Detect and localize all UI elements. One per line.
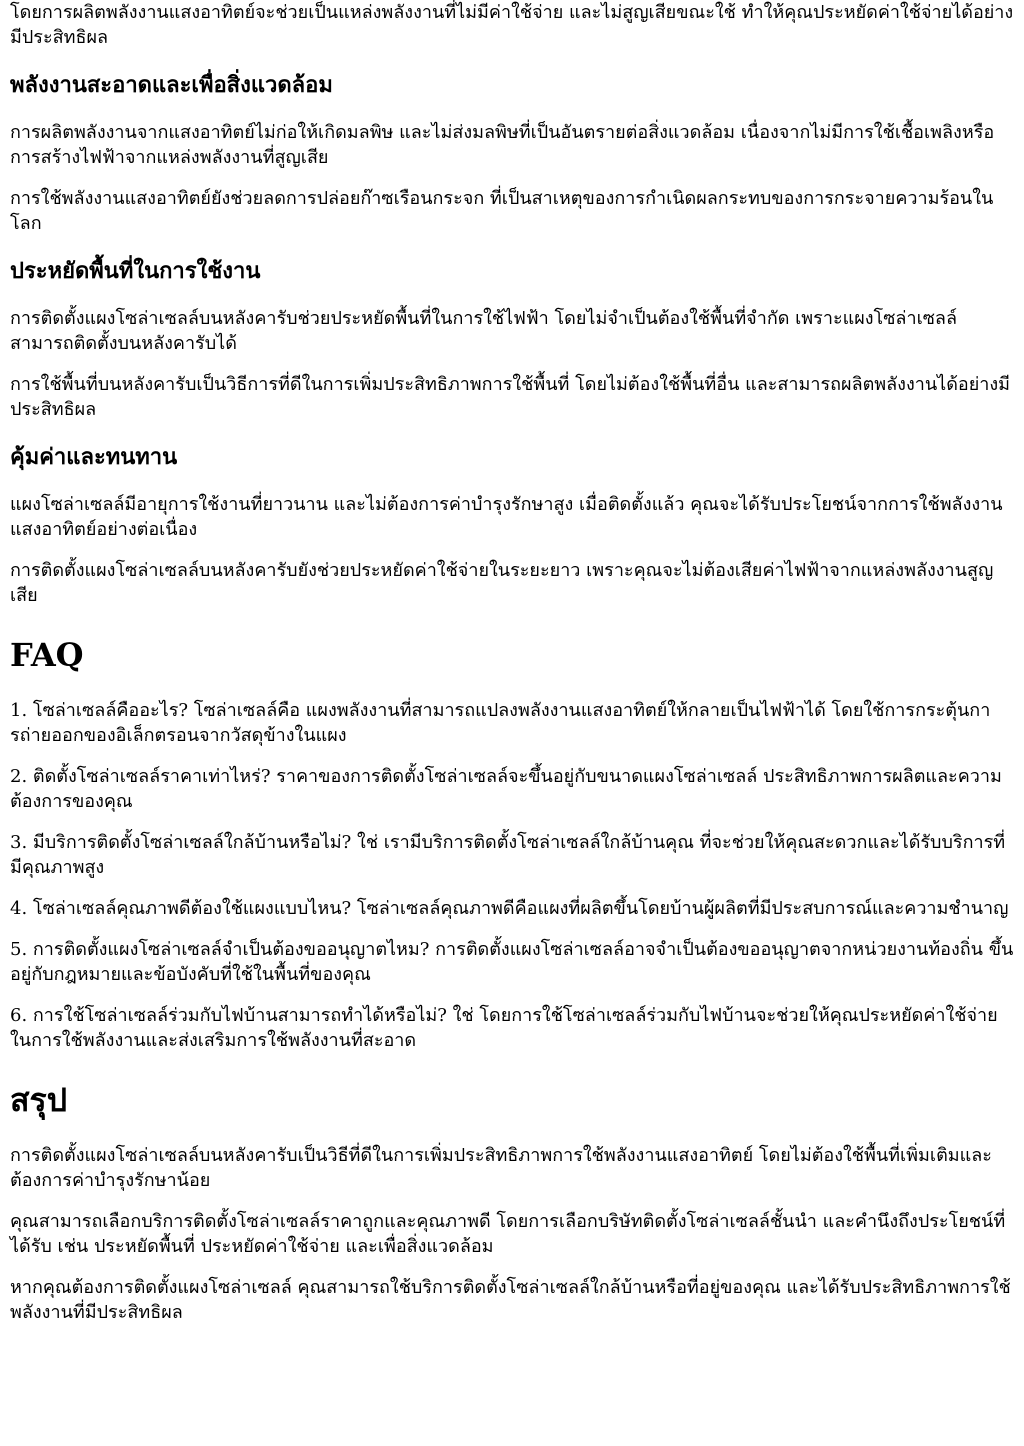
faq-item-1: 1. โซล่าเซลล์คืออะไร? โซล่าเซลล์คือ แผงพลังงานที่สามารถแปลงพลังงานแสงอาทิตย์ให้กลายเป็นไฟฟ้าได้ โดยใช้การกระตุ้นการถ่ายออกของอิเล็กตรอนจากวัสดุข้างในแผง <box>10 700 991 746</box>
faq-item-6: 6. การใช้โซล่าเซลล์ร่วมกับไฟบ้านสามารถทำได้หรือไม่? ใช่ โดยการใช้โซล่าเซลล์ร่วมกับไฟบ้านจะช่วยให้คุณประหยัดค่าใช้จ่ายในการใช้พลังงานและส่งเสริมการใช้พลังงานที่สะอาด <box>10 1005 998 1051</box>
heading-faq: FAQ <box>10 636 84 674</box>
save-space-paragraph-1: การติดตั้งแผงโซล่าเซลล์บนหลังคารับช่วยประหยัดพื้นที่ในการใช้ไฟฟ้า โดยไม่จำเป็นต้องใช้พื้นที่จำกัด เพราะแผงโซล่าเซลล์สามารถติดตั้งบนหลังคารับได้ <box>10 308 957 354</box>
intro-paragraph: โดยการผลิตพลังงานแสงอาทิตย์จะช่วยเป็นแหล่งพลังงานที่ไม่มีค่าใช้จ่าย และไม่สูญเสียขณะใช้ ทำให้คุณประหยัดค่าใช้จ่ายได้อย่างมีประสิทธิผล <box>10 2 1014 48</box>
clean-energy-paragraph-2: การใช้พลังงานแสงอาทิตย์ยังช่วยลดการปล่อยก๊าซเรือนกระจก ที่เป็นสาเหตุของการกำเนิดผลกระทบของการกระจายความร้อนในโลก <box>10 188 994 234</box>
durable-paragraph-2: การติดตั้งแผงโซล่าเซลล์บนหลังคารับยังช่วยประหยัดค่าใช้จ่ายในระยะยาว เพราะคุณจะไม่ต้องเสียค่าไฟฟ้าจากแหล่งพลังงานสูญเสีย <box>10 560 994 606</box>
summary-paragraph-3: หากคุณต้องการติดตั้งแผงโซล่าเซลล์ คุณสามารถใช้บริการติดตั้งโซล่าเซลล์ใกล้บ้านหรือที่อยู่ของคุณ และได้รับประสิทธิภาพการใช้พลังงานที่มีประสิทธิผล <box>10 1277 1011 1323</box>
faq-item-2: 2. ติดตั้งโซล่าเซลล์ราคาเท่าไหร่? ราคาของการติดตั้งโซล่าเซลล์จะขึ้นอยู่กับขนาดแผงโซล่าเซลล์ ประสิทธิภาพการผลิตและความต้องการของคุณ <box>10 766 1002 812</box>
heading-summary: สรุป <box>10 1081 68 1119</box>
heading-durable: คุ้มค่าและทนทาน <box>10 445 178 470</box>
summary-paragraph-2: คุณสามารถเลือกบริการติดตั้งโซล่าเซลล์ราคาถูกและคุณภาพดี โดยการเลือกบริษัทติดตั้งโซล่าเซลล์ชั้นนำ และคำนึงถึงประโยชน์ที่ได้รับ เช่น ประหยัดพื้นที่ ประหยัดค่าใช้จ่าย และเพื่อสิ่งแวดล้อม <box>10 1211 1006 1257</box>
summary-paragraph-1: การติดตั้งแผงโซล่าเซลล์บนหลังคารับเป็นวิธีที่ดีในการเพิ่มประสิทธิภาพการใช้พลังงานแสงอาทิตย์ โดยไม่ต้องใช้พื้นที่เพิ่มเติมและต้องการค่าบำรุงรักษาน้อย <box>10 1145 992 1191</box>
durable-paragraph-1: แผงโซล่าเซลล์มีอายุการใช้งานที่ยาวนาน และไม่ต้องการค่าบำรุงรักษาสูง เมื่อติดตั้งแล้ว คุณจะได้รับประโยชน์จากการใช้พลังงานแสงอาทิตย์อย่างต่อเนื่อง <box>10 494 1003 540</box>
faq-item-5: 5. การติดตั้งแผงโซล่าเซลล์จำเป็นต้องขออนุญาตไหม? การติดตั้งแผงโซล่าเซลล์อาจจำเป็นต้องขออนุญาตจากหน่วยงานท้องถิ่น ขึ้นอยู่กับกฎหมายและข้อบังคับที่ใช้ในพื้นที่ของคุณ <box>10 939 1014 985</box>
faq-item-4: 4. โซล่าเซลล์คุณภาพดีต้องใช้แผงแบบไหน? โซล่าเซลล์คุณภาพดีคือแผงที่ผลิตขึ้นโดยบ้านผู้ผลิตที่มีประสบการณ์และความชำนาญ <box>10 898 1009 919</box>
heading-save-space: ประหยัดพื้นที่ในการใช้งาน <box>10 259 261 284</box>
faq-item-3: 3. มีบริการติดตั้งโซล่าเซลล์ใกล้บ้านหรือไม่? ใช่ เรามีบริการติดตั้งโซล่าเซลล์ใกล้บ้านคุณ ที่จะช่วยให้คุณสะดวกและได้รับบริการที่มีคุณภาพสูง <box>10 832 1006 878</box>
heading-clean-energy: พลังงานสะอาดและเพื่อสิ่งแวดล้อม <box>10 73 333 98</box>
save-space-paragraph-2: การใช้พื้นที่บนหลังคารับเป็นวิธีการที่ดีในการเพิ่มประสิทธิภาพการใช้พื้นที่ โดยไม่ต้องใช้พื้นที่อื่น และสามารถผลิตพลังงานได้อย่างมีประสิทธิผล <box>10 374 1011 420</box>
clean-energy-paragraph-1: การผลิตพลังงานจากแสงอาทิตย์ไม่ก่อให้เกิดมลพิษ และไม่ส่งมลพิษที่เป็นอันตรายต่อสิ่งแวดล้อม เนื่องจากไม่มีการใช้เชื้อเพลิงหรือการสร้างไฟฟ้าจากแหล่งพลังงานที่สูญเสีย <box>10 122 995 168</box>
